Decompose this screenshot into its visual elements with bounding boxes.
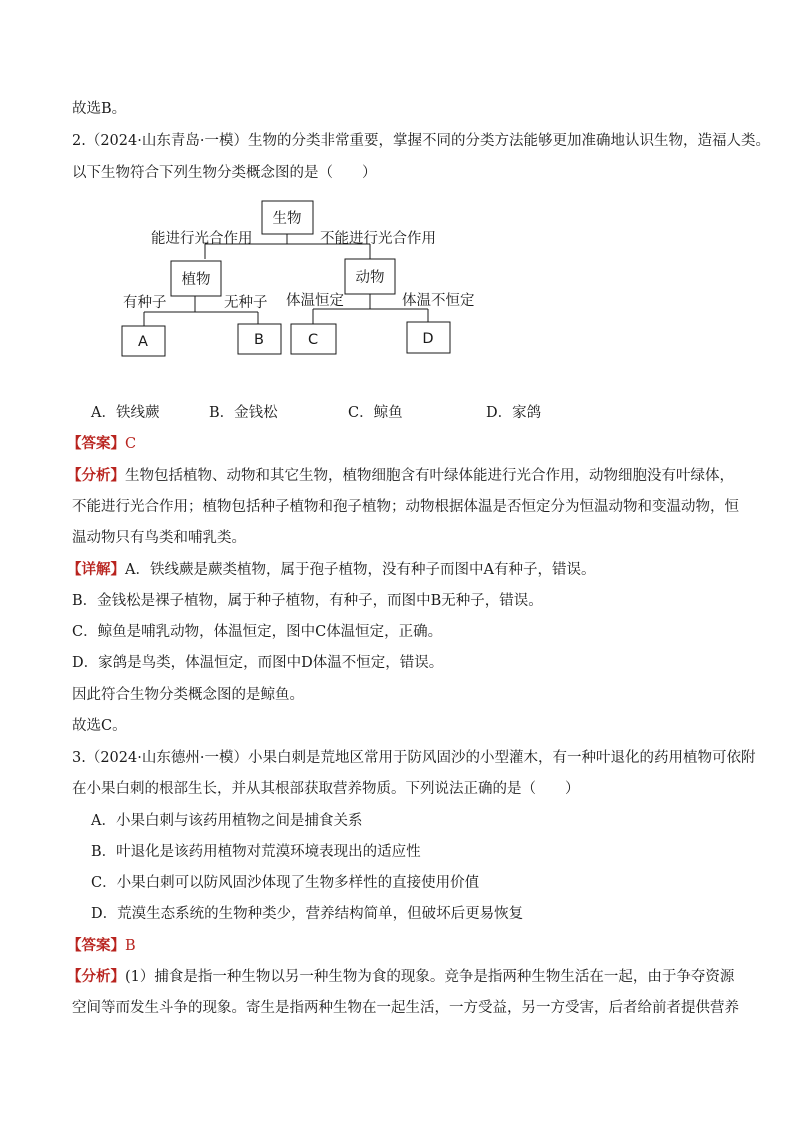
q2-stem-line1: 2.（2024·山东青岛·一模）生物的分类非常重要，掌握不同的分类方法能够更加准确地认识生物，造福人类。	[72, 133, 770, 149]
animal-label: 动物	[355, 270, 385, 286]
edge-label-variable-temp: 体温不恒定	[402, 293, 475, 309]
q3-analysis-line2: 空间等而发生斗争的现象。寄生是指两种生物在一起生活，一方受益，另一方受害，后者给前者提供营养	[72, 1000, 739, 1016]
q2-summary: 因此符合生物分类概念图的是鲸鱼。	[72, 687, 304, 703]
edge-label-photosynthesis: 能进行光合作用	[151, 231, 253, 247]
q3-answer	[67, 936, 136, 956]
q2-conclusion: 故选C。	[72, 718, 127, 734]
q3-stem-line1: 3.（2024·山东德州·一模）小果白刺是荒地区常用于防风固沙的小型灌木，有一种叶退化的药用植物可依附	[72, 750, 756, 766]
q2-analysis-line1: 【分析】生物包括植物、动物和其它生物，植物细胞含有叶绿体能进行光合作用，动物细胞没有叶绿体，	[67, 467, 734, 484]
q2-option-a: A．铁线蕨	[91, 405, 160, 421]
classification-diagram	[0, 0, 793, 380]
q3-option-d: D．荒漠生态系统的生物种类少，营养结构简单，但破坏后更易恢复	[91, 906, 524, 922]
q3-analysis-line1: 【分析】(1）捕食是指一种生物以另一种生物为食的现象。竞争是指两种生物生活在一起，由于争夺资源	[67, 968, 735, 985]
answer-value: C	[125, 436, 137, 452]
answer-tag: 【答案】	[67, 937, 125, 954]
q3-option-c: C．小果白刺可以防风固沙体现了生物多样性的直接使用价值	[91, 875, 480, 891]
edge-label-no-photosynthesis: 不能进行光合作用	[320, 231, 436, 247]
edge-label-constant-temp: 体温恒定	[286, 293, 344, 309]
q3-option-b: B．叶退化是该药用植物对荒漠环境表现出的适应性	[91, 844, 421, 860]
edge-label-no-seed: 无种子	[224, 295, 268, 311]
q2-detail-line2: B．金钱松是裸子植物，属于种子植物，有种子，而图中B无种子，错误。	[72, 593, 543, 609]
analysis-tag: 【分析】	[67, 968, 125, 985]
leaf-c-label: C	[307, 332, 319, 348]
prev-conclusion: 故选B。	[72, 101, 127, 117]
q2-detail-line3: C．鲸鱼是哺乳动物，体温恒定，图中C体温恒定，正确。	[72, 624, 443, 640]
root-label: 生物	[272, 211, 302, 227]
q2-option-c: C．鲸鱼	[348, 405, 403, 421]
answer-value: B	[125, 938, 136, 954]
q2-analysis-line3: 温动物只有鸟类和哺乳类。	[72, 530, 246, 546]
leaf-b-label: B	[254, 332, 264, 348]
edge-label-has-seed: 有种子	[123, 295, 167, 311]
q2-stem-line2: 以下生物符合下列生物分类概念图的是（ ）	[72, 165, 377, 181]
answer-tag: 【答案】	[67, 435, 125, 452]
q3-option-a: A．小果白刺与该药用植物之间是捕食关系	[91, 813, 363, 829]
q2-option-d: D．家鸽	[486, 405, 542, 421]
q3-stem-line2: 在小果白刺的根部生长，并从其根部获取营养物质。下列说法正确的是（ ）	[72, 781, 580, 797]
q2-option-b: B．金钱松	[209, 405, 278, 421]
q2-answer	[67, 434, 136, 454]
detail-tag: 【详解】	[67, 561, 125, 578]
q2-detail-line4: D．家鸽是鸟类，体温恒定，而图中D体温不恒定，错误。	[72, 655, 444, 671]
leaf-d-label: D	[422, 331, 434, 347]
leaf-a-label: A	[138, 334, 148, 350]
q2-detail-line1: 【详解】A．铁线蕨是蕨类植物，属于孢子植物，没有种子而图中A有种子，错误。	[67, 561, 596, 578]
q2-analysis-line2: 不能进行光合作用；植物包括种子植物和孢子植物；动物根据体温是否恒定分为恒温动物和变温动物，恒	[72, 499, 739, 515]
plant-label: 植物	[181, 272, 211, 288]
analysis-tag: 【分析】	[67, 467, 125, 484]
